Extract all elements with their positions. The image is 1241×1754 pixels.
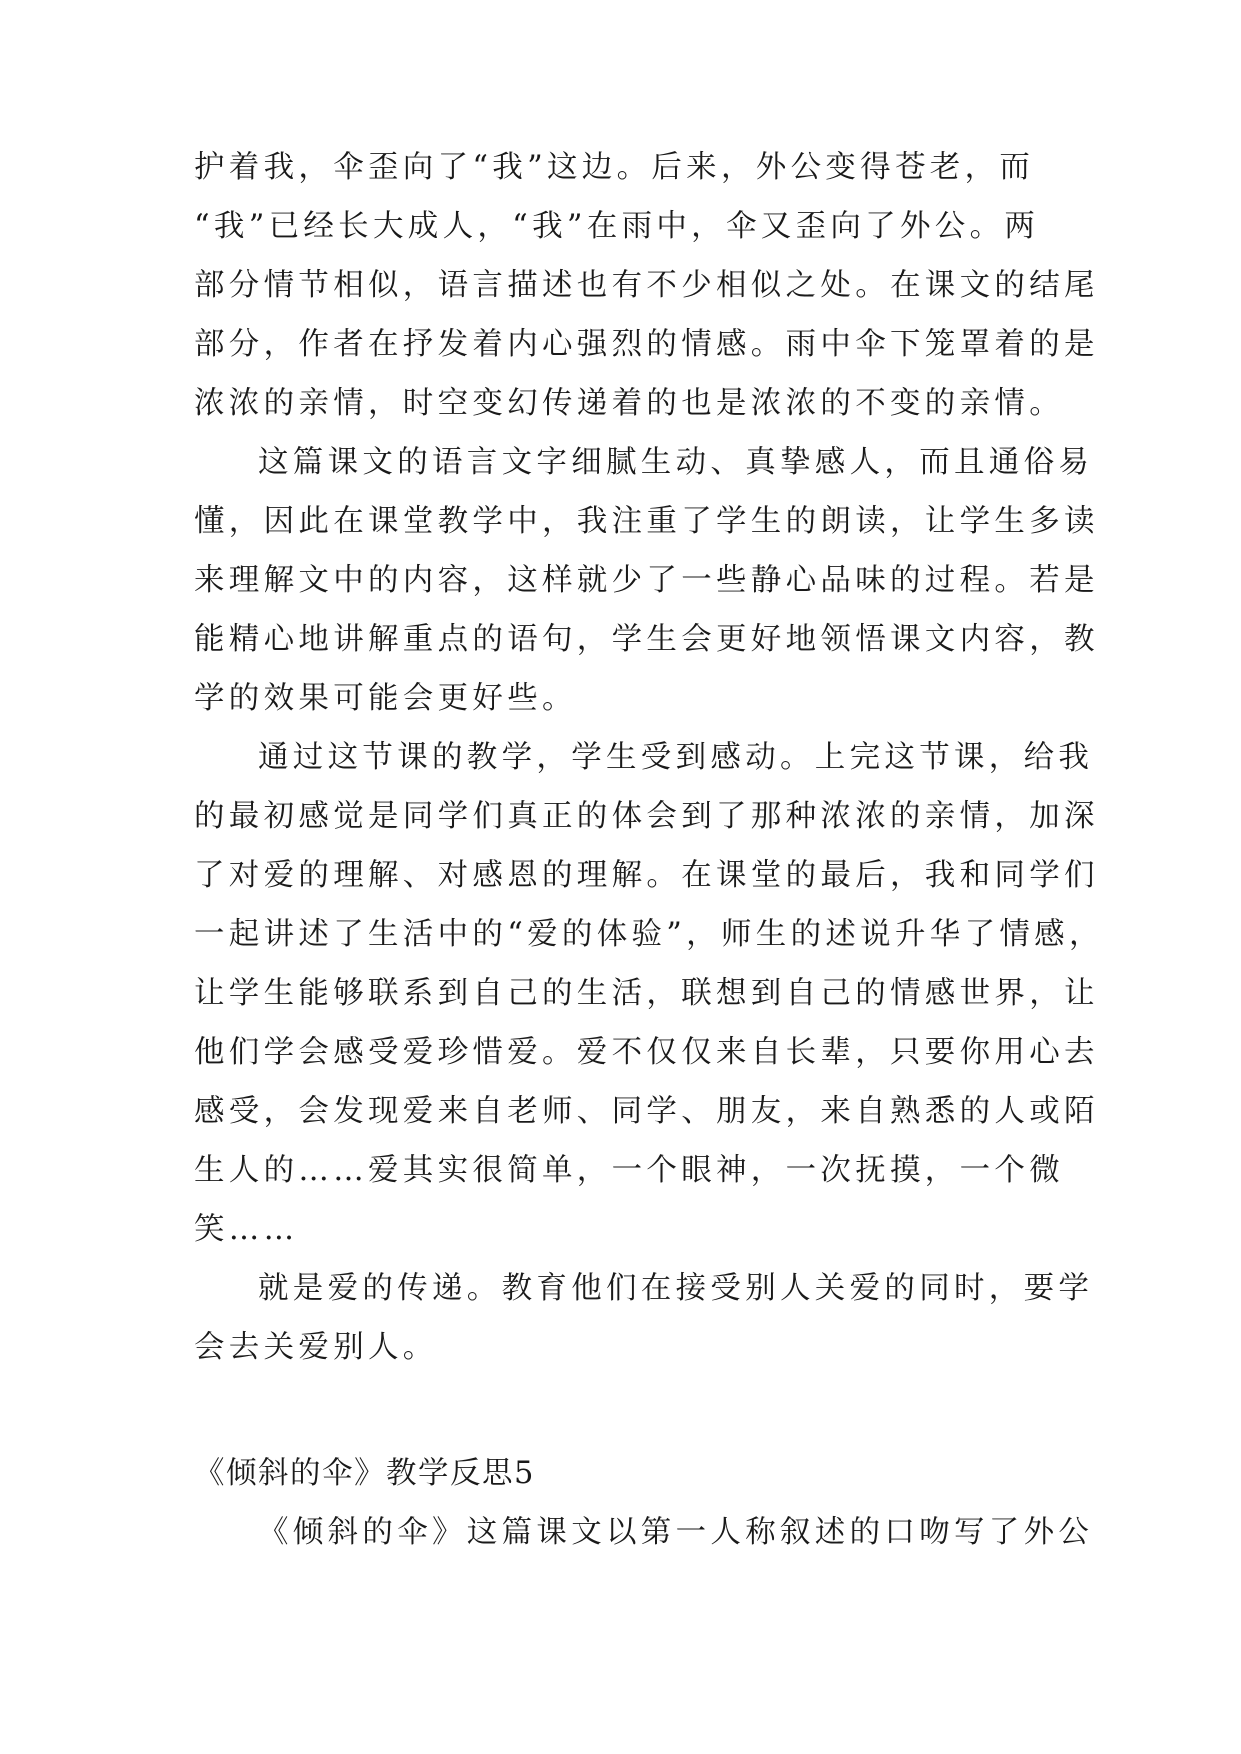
text-line: 浓浓的亲情，时空变幻传递着的也是浓浓的不变的亲情。 [194,386,1064,421]
text-line: 《倾斜的伞》这篇课文以第一人称叙述的口吻写了外公 [258,1515,1094,1550]
text-line: 他们学会感受爱珍惜爱。爱不仅仅来自长辈，只要你用心去 [194,1035,1099,1070]
paragraph-feeling [194,728,1104,1259]
text-line: 一起讲述了生活中的“爱的体验”，师生的述说升华了情感， [194,917,1104,952]
text-line: 生人的……爱其实很简单，一个眼神，一次抚摸，一个微 [194,1153,1064,1188]
section-first-paragraph [194,1503,1094,1562]
text-line: 来理解文中的内容，这样就少了一些静心品味的过程。若是 [194,563,1099,598]
paragraph-continuation [194,138,1099,433]
text-line: 这篇课文的语言文字细腻生动、真挚感人，而且通俗易 [258,445,1094,480]
text-line: 部分，作者在抒发着内心强烈的情感。雨中伞下笼罩着的是 [194,327,1099,362]
text-line: 懂，因此在课堂教学中，我注重了学生的朗读，让学生多读 [194,504,1099,539]
text-line: 能精心地讲解重点的语句，学生会更好地领悟课文内容，教 [194,622,1099,657]
text-line: 了对爱的理解、对感恩的理解。在课堂的最后，我和同学们 [194,858,1099,893]
text-line: 笑…… [194,1212,299,1247]
text-line: 学的效果可能会更好些。 [194,681,577,716]
paragraph-language [194,433,1099,728]
text-line: 通过这节课的教学，学生受到感动。上完这节课，给我 [258,740,1094,775]
text-line: “我”已经长大成人，“我”在雨中，伞又歪向了外公。两 [194,209,1040,244]
text-line: 让学生能够联系到自己的生活，联想到自己的情感世界，让 [194,976,1099,1011]
paragraph-love [194,1259,1094,1377]
text-line: 就是爱的传递。教育他们在接受别人关爱的同时，要学 [258,1271,1094,1306]
text-line: 护着我，伞歪向了“我”这边。后来，外公变得苍老，而 [194,150,1035,185]
text-line: 部分情节相似，语言描述也有不少相似之处。在课文的结尾 [194,268,1099,303]
text-line: 感受，会发现爱来自老师、同学、朋友，来自熟悉的人或陌 [194,1094,1099,1129]
text-line: 的最初感觉是同学们真正的体会到了那种浓浓的亲情，加深 [194,799,1099,834]
text-line: 会去关爱别人。 [194,1330,438,1365]
section-heading: 《倾斜的伞》教学反思5 [194,1456,535,1491]
